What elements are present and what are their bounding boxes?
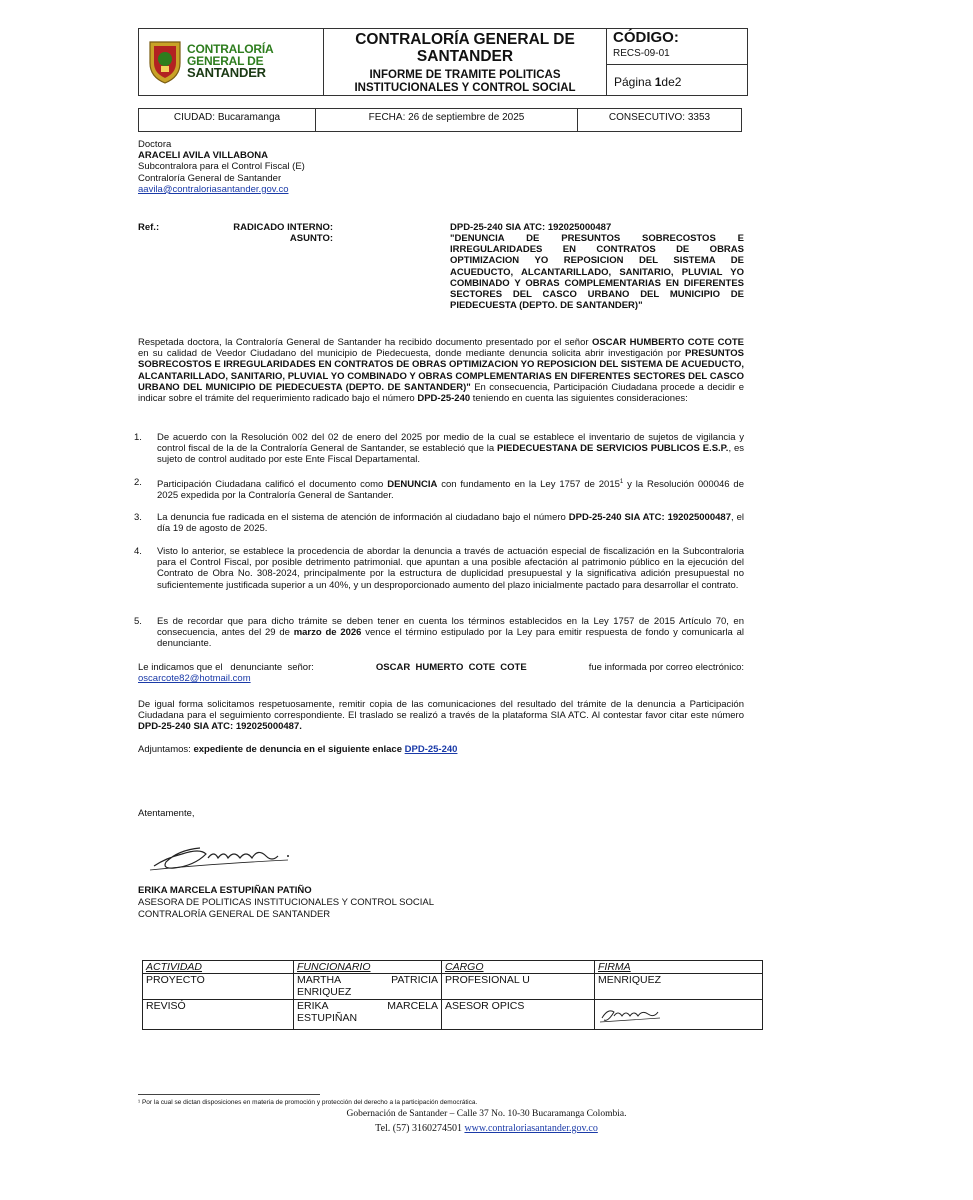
signature-image xyxy=(598,1000,668,1026)
list-number: 2. xyxy=(134,477,142,488)
recipient-block xyxy=(138,139,305,195)
attachment-line: Adjuntamos: expediente de denuncia en el siguiente enlace DPD-25-240 xyxy=(138,744,458,755)
list-number: 1. xyxy=(134,432,142,443)
list-item: Visto lo anterior, se establece la procedencia de abordar la denuncia a través de actuación especial de fiscalización en la Subcontraloria para el Control Fiscal, por posible detrimento patrimonial. que apuntan a una posible afectación al patrimonio público en la ejecución del Contrato de Obra No. 308-2024, principalmente por la estructura de duplicidad presupuestal y la significativa adición presupuestal no suficientemente justificada superior a un 40%, y un desproporcionado aumento del plazo inicialmente pactado para desarrollar el contrato. xyxy=(157,546,744,591)
column-header: ACTIVIDAD xyxy=(143,961,294,974)
footnote: ¹ Por la cual se dictan disposiciones en materia de promoción y protección del derecho a la participación democrática. xyxy=(138,1099,478,1106)
table-cell: MENRIQUEZ xyxy=(595,974,763,1000)
table-cell: REVISÓ xyxy=(143,1000,294,1030)
radicado-value: DPD-25-240 SIA ATC: 192025000487 xyxy=(450,222,612,233)
radicado-label: RADICADO INTERNO: xyxy=(233,222,333,233)
asunto-value: "DENUNCIA DE PRESUNTOS SOBRECOSTOS E IRREGULARIDADES EN CONTRATOS DE OBRAS OPTIMIZACION YO REPOSICION DEL SISTEMA DE ACUEDUCTO, ALCANTARILLADO, SANITARIO, PLUVIAL YO COMBINADO Y OBRAS COMPLEMENTARIAS EN DIFERENTES SECTORES DEL CASCO URBANO DEL MUNICIPIO DE PIEDECUESTA (DEPTO. DE SANTANDER)" xyxy=(450,233,744,312)
column-header: CARGO xyxy=(442,961,595,974)
table-cell: PROFESIONAL U xyxy=(442,974,595,1000)
activity-table xyxy=(142,960,763,1030)
list-item: Participación Ciudadana calificó el documento como DENUNCIA con fundamento en la Ley 1757 de 2015$^1$ y la Resolución 000046 de 2025 expedida por la Contraloría General de Santander. xyxy=(157,479,744,502)
table-cell: MARTHA PATRICIA ENRIQUEZ xyxy=(294,974,442,1000)
footnote-divider xyxy=(138,1094,320,1095)
date-field: FECHA: 26 de septiembre de 2025 xyxy=(316,109,578,132)
notice-paragraph: Le indicamos que el denunciante señor: OSCAR HUMERTO COTE COTE fue informada por correo electrónico: oscarcote82@hotmail.com xyxy=(138,662,744,685)
document-report-title: INFORME DE TRAMITE POLITICAS INSTITUCIONALES Y CONTROL SOCIAL xyxy=(354,69,576,94)
table-cell: ERIKA MARCELA ESTUPIÑAN xyxy=(294,1000,442,1030)
city-field: CIUDAD: Bucaramanga xyxy=(139,109,316,132)
column-header: FUNCIONARIO xyxy=(294,961,442,974)
signature-image xyxy=(148,836,298,876)
list-number: 3. xyxy=(134,512,142,523)
table-cell xyxy=(595,1000,763,1030)
salutation: Doctora xyxy=(138,139,172,150)
list-item: Es de recordar que para dicho trámite se deben tener en cuenta los términos establecidos en la Ley 1757 de 2015 Artículo 70, en consecuencia, antes del 29 de marzo de 2026 vence el término estipulado por la Ley para emitir respuesta de fondo y comunicarla al denunciante. xyxy=(157,616,745,650)
request-paragraph: De igual forma solicitamos respetuosamente, remitir copia de las comunicaciones del resultado del trámite de la denuncia a Participación Ciudadana para el seguimiento correspondiente. El traslado se realizó a través de la plataforma SIA ATC. Al contestar favor citar este número DPD-25-240 SIA ATC: 192025000487. xyxy=(138,699,744,733)
page-number: Página 1de2 xyxy=(614,75,682,89)
list-number: 4. xyxy=(134,546,142,557)
document-header xyxy=(138,28,748,96)
table-row xyxy=(143,974,763,1000)
table-cell: ASESOR OPICS xyxy=(442,1000,595,1030)
code-value: RECS-09-01 xyxy=(613,48,670,59)
footer-contact: Tel. (57) 3160274501 www.contraloriasantander.gov.co xyxy=(375,1123,598,1134)
asunto-label: ASUNTO: xyxy=(289,233,333,244)
recipient-email-link[interactable]: aavila@contraloriasantander.gov.co xyxy=(138,183,289,195)
document-entity-title: CONTRALORÍA GENERAL DE SANTANDER xyxy=(355,31,575,65)
signer-block xyxy=(138,885,434,921)
intro-paragraph: Respetada doctora, la Contraloría General de Santander ha recibido documento presentado por el señor OSCAR HUMBERTO COTE COTE en su calidad de Veedor Ciudadano del municipio de Piedecuesta, donde mediante denuncia solicita abrir investigación por PRESUNTOS SOBRECOSTOS E IRREGULARIDADES EN CONTRATOS DE OBRAS OPTIMIZACION YO REPOSICION DEL SISTEMA DE ACUEDUCTO, ALCANTARILLADO, SANITARIO, PLUVIAL YO COMBINADO Y OBRAS COMPLEMENTARIAS EN DIFERENTES SECTORES DEL CASCO URBANO DEL MUNICIPIO DE PIEDECUESTA (DEPTO. DE SANTANDER)" En consecuencia, Participación Ciudadana procede a decidir e indicar sobre el trámite del requerimiento radicado bajo el número DPD-25-240 teniendo en cuenta las siguientes consideraciones: xyxy=(138,337,745,405)
closing: Atentamente, xyxy=(138,808,195,819)
code-cell xyxy=(607,29,748,96)
list-number: 5. xyxy=(134,616,142,627)
signer-name: ERIKA MARCELA ESTUPIÑAN PATIÑO xyxy=(138,885,312,896)
column-header: FIRMA xyxy=(595,961,763,974)
code-label: CÓDIGO: xyxy=(613,29,679,46)
logo-cell xyxy=(139,29,324,96)
recipient-position: Subcontralora para el Control Fiscal (E) xyxy=(138,161,305,173)
table-header-row xyxy=(143,961,763,974)
list-item: La denuncia fue radicada en el sistema de atención de información al ciudadano bajo el número DPD-25-240 SIA ATC: 192025000487, el día 19 de agosto de 2025. xyxy=(157,512,744,535)
consecutive-field: CONSECUTIVO: 3353 xyxy=(578,109,742,132)
signer-role: ASESORA DE POLITICAS INSTITUCIONALES Y CONTROL SOCIAL xyxy=(138,897,434,908)
complainant-email-link[interactable]: oscarcote82@hotmail.com xyxy=(138,673,251,685)
list-item: De acuerdo con la Resolución 002 del 02 de enero del 2025 por medio de la cual se establece el inventario de sujetos de vigilancia y control fiscal de la de la Contraloría General de Santander, se estableció que la PIEDECUESTANA DE SERVICIOS PUBLICOS E.S.P., es sujeto de control auditado por este Ente Fiscal Departamental. xyxy=(157,432,745,466)
title-cell xyxy=(324,29,607,96)
crest-icon xyxy=(146,39,184,85)
footer-website-link[interactable]: www.contraloriasantander.gov.co xyxy=(464,1123,598,1134)
signer-entity: CONTRALORÍA GENERAL DE SANTANDER xyxy=(138,909,331,920)
recipient-entity: Contraloría General de Santander xyxy=(138,172,282,184)
logo-wordmark: CONTRALORÍA GENERAL DE SANTANDER xyxy=(187,42,274,80)
ref-label: Ref.: xyxy=(138,222,160,233)
table-row xyxy=(143,1000,763,1030)
attachment-link[interactable]: DPD-25-240 xyxy=(404,744,458,755)
info-table xyxy=(138,108,742,132)
footer-address: Gobernación de Santander – Calle 37 No. 10-30 Bucaramanga Colombia. xyxy=(346,1109,627,1119)
recipient-name: ARACELI AVILA VILLABONA xyxy=(138,150,269,162)
table-cell: PROYECTO xyxy=(143,974,294,1000)
